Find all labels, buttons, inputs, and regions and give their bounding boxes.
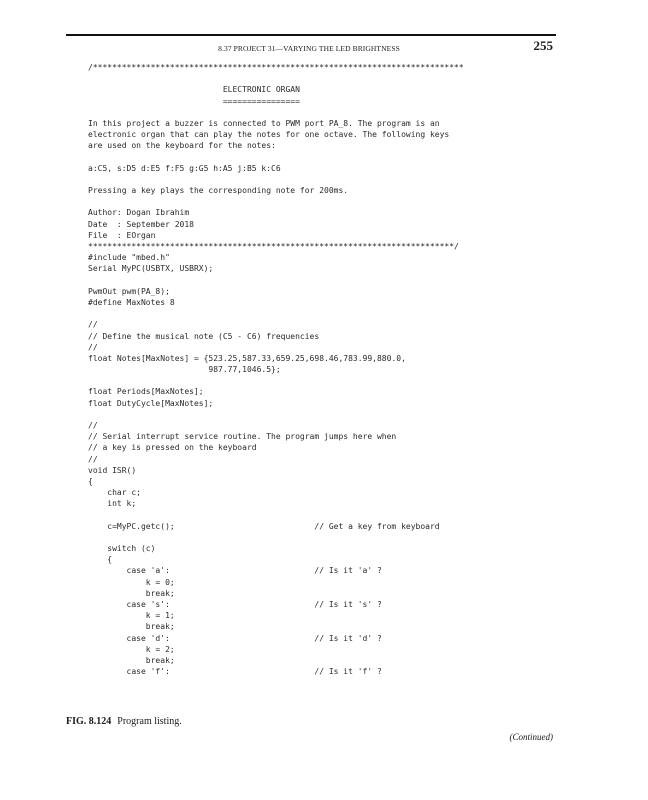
code-line: PwmOut pwm(PA_8); <box>88 286 170 296</box>
code-line <box>88 196 558 207</box>
code-line: ****************************************************************************/ <box>88 242 459 251</box>
code-line: In this project a buzzer is connected to PWM port PA_8. The program is an <box>88 118 440 128</box>
code-line: File : EOrgan <box>88 230 156 240</box>
code-line: /***************************************************************************** <box>88 63 464 72</box>
code-line <box>88 375 558 386</box>
code-line: // a key is pressed on the keyboard <box>88 443 257 453</box>
code-line: case 'd': // Is it 'd' ? <box>88 633 382 643</box>
code-line: case 's': // Is it 's' ? <box>88 600 382 609</box>
code-line: { <box>88 555 113 565</box>
figure-label: FIG. 8.124 <box>66 716 112 727</box>
code-line: // Define the musical note (C5 - C6) frequencies <box>88 331 320 341</box>
code-line: // Serial interrupt service routine. The program jumps here when <box>88 432 397 442</box>
header-rule <box>66 34 556 36</box>
continued-note: (Continued) <box>509 732 553 742</box>
code-line: break; <box>88 622 175 632</box>
code-line <box>88 152 558 163</box>
code-line: // <box>88 454 98 464</box>
running-header: 8.37 PROJECT 31—VARYING THE LED BRIGHTNESS <box>218 44 400 53</box>
code-line: break; <box>88 655 175 665</box>
code-line <box>88 73 558 84</box>
code-line <box>88 409 558 420</box>
code-line: ================ <box>88 96 300 106</box>
code-line: case 'f': // Is it 'f' ? <box>88 667 382 677</box>
code-line: void ISR() <box>88 465 137 475</box>
code-line: a:C5, s:D5 d:E5 f:F5 g:G5 h:A5 j:B5 k:C6 <box>88 163 281 173</box>
code-line: float DutyCycle[MaxNotes]; <box>88 398 214 408</box>
program-listing <box>88 62 558 677</box>
code-line: #define MaxNotes 8 <box>88 297 175 307</box>
code-line: // <box>88 421 98 430</box>
code-line: 987.77,1046.5}; <box>88 365 281 375</box>
code-line: #include "mbed.h" <box>88 253 170 263</box>
code-line: float Notes[MaxNotes] = {523.25,587.33,659.25,698.46,783.99,880.0, <box>88 353 406 363</box>
code-line: k = 1; <box>88 611 175 621</box>
code-line <box>88 308 558 319</box>
code-line: int k; <box>88 499 137 509</box>
code-line: c=MyPC.getc(); // Get a key from keyboard <box>88 521 440 531</box>
code-line <box>88 107 558 118</box>
figure-caption <box>66 716 182 727</box>
code-line: { <box>88 476 93 486</box>
code-line <box>88 510 558 521</box>
code-line: k = 0; <box>88 577 175 587</box>
code-line: Date : September 2018 <box>88 219 194 229</box>
code-line: float Periods[MaxNotes]; <box>88 387 204 397</box>
code-line: k = 2; <box>88 644 175 654</box>
code-line: // <box>88 320 98 330</box>
code-line: char c; <box>88 488 141 498</box>
code-line: are used on the keyboard for the notes: <box>88 141 276 151</box>
code-line: Pressing a key plays the corresponding note for 200ms. <box>88 186 349 196</box>
code-line: switch (c) <box>88 544 156 554</box>
code-line: ELECTRONIC ORGAN <box>88 85 300 95</box>
code-line <box>88 532 558 543</box>
code-line <box>88 174 558 185</box>
code-line: case 'a': // Is it 'a' ? <box>88 566 382 576</box>
code-line: // <box>88 342 98 352</box>
code-line <box>88 275 558 286</box>
figure-caption-text: Program listing. <box>117 716 182 727</box>
page-number: 255 <box>533 38 553 53</box>
code-line: Author: Dogan Ibrahim <box>88 208 190 218</box>
code-line: break; <box>88 588 175 598</box>
code-line: Serial MyPC(USBTX, USBRX); <box>88 264 214 274</box>
code-line: electronic organ that can play the notes for one octave. The following keys <box>88 130 450 140</box>
